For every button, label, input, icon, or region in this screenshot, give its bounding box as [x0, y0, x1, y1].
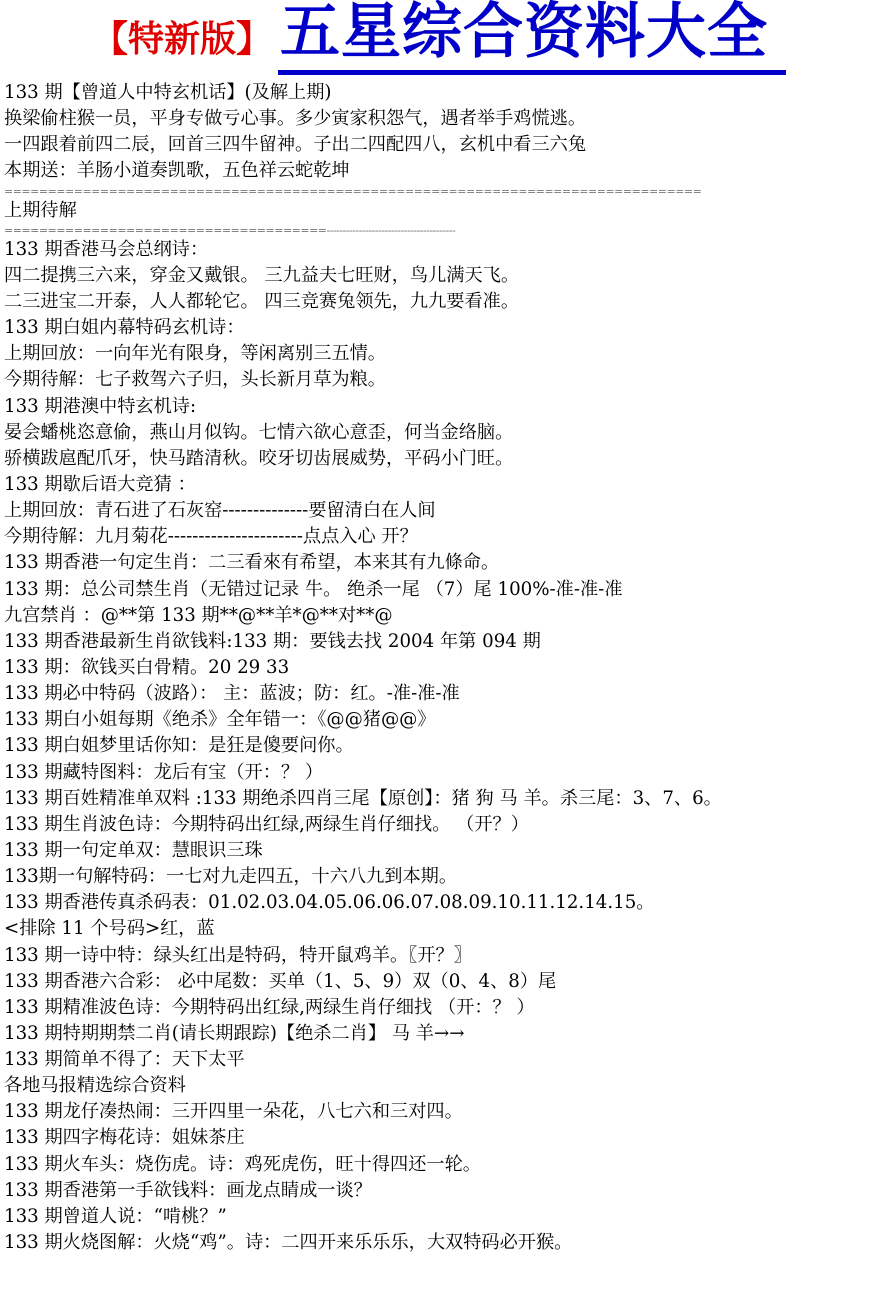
text-line: 133 期港澳中特玄机诗: [4, 395, 197, 417]
text-line: 换梁偷柱猴一员，平身专做亏心事。多少寅家积怨气，遇者举手鸡慌逃。 [4, 108, 587, 130]
text-line: 133 期香港传真杀码表：01.02.03.04.05.06.06.07.08.09.10.11.12.14.15。 [4, 892, 655, 914]
text-line: 本期送：羊肠小道奏凯歌，五色祥云蛇乾坤 [4, 160, 350, 182]
text-line: 133 期香港最新生肖欲钱料:133 期：要钱去找 2004 年第 094 期 [4, 630, 541, 652]
text-line: 各地马报精选综合资料 [4, 1075, 186, 1097]
text-line: 133 期香港六合彩： 必中尾数：买单（1、5、9）双（0、4、8）尾 [4, 970, 557, 992]
edition-badge: 【特新版】 [92, 19, 273, 60]
text-line: 133 期：总公司禁生肖（无错过记录 牛。 绝杀一尾 （7）尾 100%-准-准-准 [4, 578, 623, 600]
text-line: 一四跟着前四二辰，回首三四牛留神。子出二四配四八，玄机中看三六兔 [4, 134, 587, 156]
text-line: 今期待解：九月菊花----------------------点点入心 开？ [4, 526, 418, 548]
text-line: 133 期白姐梦里话你知：是狂是傻要问你。 [4, 735, 354, 757]
text-line: 133 期火车头：烧伤虎。诗：鸡死虎伤，旺十得四还一轮。 [4, 1153, 481, 1175]
text-line: 133 期【曾道人中特玄机话】(及解上期) [4, 82, 332, 103]
text-line: 133 期白小姐每期《绝杀》全年错一：《@@猪@@》 [4, 709, 436, 731]
text-line: 133 期白姐内幕特码玄机诗： [4, 317, 245, 339]
text-line: 133 期四字梅花诗：姐妹茶庄 [4, 1127, 245, 1149]
separator-rule: =====================================---------------------------------------- [4, 223, 456, 237]
text-line: 133 期藏特图料：龙后有宝（开：？ ） [4, 761, 324, 783]
text-line: 133 期生肖波色诗：今期特码出红绿,两绿生肖仔细找。 （开？） [4, 813, 529, 835]
text-line: 骄横跋扈配爪牙，快马踏清秋。咬牙切齿展威势，平码小门旺。 [4, 447, 514, 469]
text-line: 133 期香港一句定生肖：二三看來有希望，本来其有九條命。 [4, 552, 500, 574]
text-line: 133 期龙仔凑热闹：三开四里一朵花，八七六和三对四。 [4, 1101, 463, 1123]
text-line: 133 期特期期禁二肖(请长期跟踪)【绝杀二肖】 马 羊→→ [4, 1022, 465, 1044]
text-line: 上期回放：青石进了石灰窑--------------要留清白在人间 [4, 500, 436, 522]
text-line: 133 期精准波色诗：今期特码出红绿,两绿生肖仔细找 （开：？ ） [4, 996, 535, 1018]
text-line: 133 期曾道人说：“啃桃？” [4, 1205, 227, 1227]
text-line: 上期待解 [4, 199, 77, 221]
text-line: 133 期一诗中特：绿头红出是特码，特开鼠鸡羊。〖开？〗 [4, 944, 472, 966]
text-line: 133 期香港马会总纲诗： [4, 238, 209, 260]
text-line: 晏会蟠桃恣意偷，燕山月似钩。七情六欲心意歪，何当金络脑。 [4, 421, 514, 443]
text-line: 133 期百姓精准单双料 :133 期绝杀四肖三尾【原创】：猪 狗 马 羊。杀三尾：3、7、6。 [4, 787, 722, 809]
text-line: 上期回放：一向年光有限身，等闲离别三五情。 [4, 343, 386, 365]
text-line: 今期待解：七子救驾六子归，头长新月草为粮。 [4, 369, 386, 391]
text-line: 133 期：欲钱买白骨精。20 29 33 [4, 656, 290, 678]
text-line: 133 期必中特码（波路）： 主：蓝波；防：红。-准-准-准 [4, 683, 460, 705]
text-line: 133 期一句定单双：慧眼识三珠 [4, 839, 263, 861]
page-header [0, 0, 870, 80]
title-underline [278, 70, 786, 75]
text-line: <排除 11 个号码>红，蓝 [4, 918, 215, 940]
separator-rule: ================================================================================ [4, 184, 702, 198]
text-line: 133 期歇后语大竞猜 ： [4, 473, 196, 495]
text-line: 133 期火烧图解：火烧“鸡”。诗：二四开来乐乐乐，大双特码必开猴。 [4, 1232, 573, 1254]
text-line: 133期一句解特码：一七对九走四五，十六八九到本期。 [4, 866, 458, 888]
page-title: 五星综合资料大全 [280, 0, 768, 67]
text-line: 二三进宝二开泰，人人都轮它。 四三竞赛兔领先，九九要看准。 [4, 290, 520, 312]
text-line: 133 期香港第一手欲钱料：画龙点睛成一谈？ [4, 1179, 372, 1201]
text-line: 九宫禁肖 ：@**第 133 期**@**羊*@**对**@ [4, 604, 393, 626]
document-body [4, 80, 866, 1256]
text-line: 四二提携三六来，穿金又戴银。 三九益夫七旺财，鸟儿满天飞。 [4, 264, 520, 286]
text-line: 133 期简单不得了：天下太平 [4, 1049, 245, 1071]
